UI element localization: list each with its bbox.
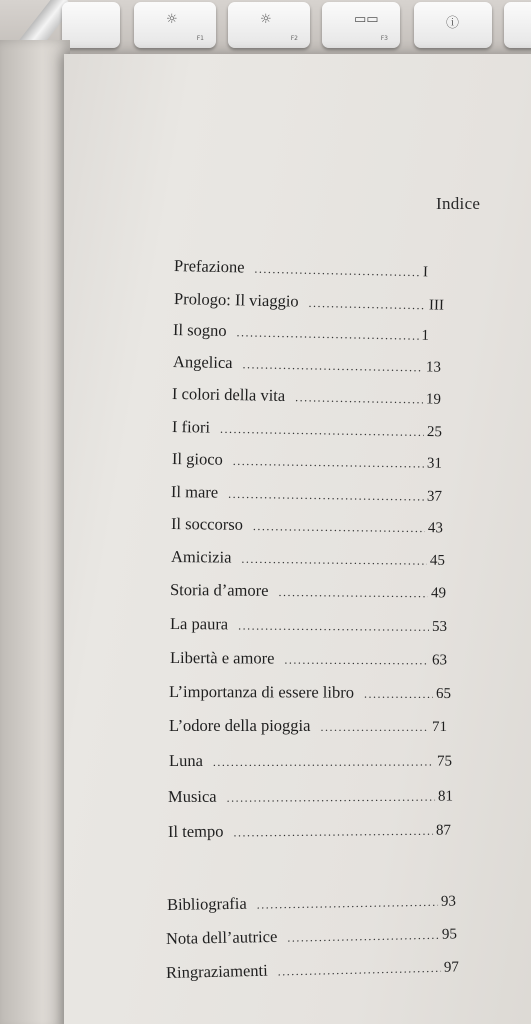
toc-entry — [173, 320, 429, 345]
toc-entry — [167, 890, 456, 915]
toc-entry-title: Amicizia — [170, 547, 232, 567]
key-f2-label: F2 — [290, 35, 298, 42]
toc-entry-page-number: 13 — [425, 359, 442, 376]
toc-entry-title: Il sogno — [172, 320, 227, 341]
toc-entry-title: I fiori — [171, 417, 211, 437]
toc-leader-dots — [233, 824, 433, 841]
toc-entry-title: La paura — [169, 614, 229, 634]
toc-entry-title: L’odore della pioggia — [169, 716, 311, 735]
toc-entry-title: Bibliografia — [166, 893, 247, 914]
toc-entry — [171, 514, 443, 537]
toc-entry-page-number: 71 — [432, 719, 447, 735]
toc-entry-title: Il soccorso — [170, 514, 244, 534]
toc-entry-page-number: I — [422, 264, 429, 281]
mission-control-icon: ▭▭ — [354, 12, 379, 27]
toc-entry — [172, 449, 442, 473]
toc-entry — [171, 482, 442, 506]
toc-entry — [174, 289, 444, 315]
toc-entry — [166, 923, 457, 949]
toc-entry-title: Angelica — [172, 352, 233, 373]
toc-entry-page-number: 95 — [441, 926, 458, 943]
toc-entry — [169, 716, 447, 736]
toc-leader-dots — [241, 552, 427, 569]
toc-leader-dots — [254, 262, 420, 280]
toc-leader-dots — [278, 961, 442, 980]
toc-entry-page-number: 63 — [431, 652, 448, 669]
toc-leader-dots — [238, 618, 429, 634]
toc-leader-dots — [284, 653, 429, 669]
toc-entry-title: Storia d’amore — [169, 580, 269, 600]
toc-entry-page-number: 19 — [425, 391, 442, 408]
toc-entry-title: Il tempo — [167, 821, 224, 841]
toc-entry-page-number: 87 — [435, 822, 452, 839]
toc-entry-page-number: 75 — [436, 753, 453, 770]
toc-leader-dots — [257, 895, 438, 913]
toc-entry-title: Musica — [167, 786, 217, 806]
toc-entry-page-number: 93 — [440, 893, 457, 910]
toc-entry-page-number: 49 — [430, 585, 447, 602]
toc-entry-page-number: 37 — [426, 488, 443, 505]
page-title: Indice — [436, 194, 481, 213]
toc-entry-page-number: 53 — [431, 618, 448, 635]
toc-leader-dots — [253, 519, 425, 536]
toc-entry-page-number: 25 — [426, 424, 443, 441]
toc-entry — [169, 682, 451, 703]
toc-entry — [174, 256, 428, 281]
toc-entry — [170, 648, 447, 669]
toc-leader-dots — [213, 755, 434, 770]
toc-entry-page-number: 97 — [443, 959, 460, 976]
toc-leader-dots — [228, 487, 424, 505]
toc-entry-page-number: 43 — [427, 520, 444, 537]
info-icon: ⓘ — [446, 16, 460, 31]
toc-entry-title: Nota dell’autrice — [165, 926, 278, 948]
toc-entry — [169, 751, 452, 771]
brightness-down-icon: ☼ — [166, 12, 178, 27]
toc-entry-page-number: 1 — [421, 327, 430, 344]
toc-entry-title: Prologo: Il viaggio — [173, 289, 299, 311]
toc-leader-dots — [295, 390, 423, 407]
toc-entry — [168, 820, 451, 842]
toc-leader-dots — [308, 296, 426, 313]
toc-entry-page-number: 31 — [426, 455, 443, 472]
toc-leader-dots — [364, 687, 433, 702]
toc-entry — [170, 580, 446, 602]
toc-entry — [173, 352, 441, 377]
toc-entry-title: Libertà e amore — [169, 648, 275, 668]
toc-leader-dots — [320, 720, 429, 735]
toc-leader-dots — [287, 928, 439, 946]
toc-leader-dots — [233, 454, 424, 472]
toc-leader-dots — [278, 585, 428, 601]
toc-entry — [171, 547, 445, 570]
toc-entry-title: Il gioco — [171, 449, 224, 469]
toc-entry-title: L’importanza di essere libro — [168, 682, 355, 702]
toc-entry-title: Prefazione — [173, 256, 245, 277]
toc-entry — [166, 956, 459, 983]
toc-entry-title: Ringraziamenti — [165, 960, 268, 982]
key-f3-label: F3 — [380, 35, 388, 42]
toc-entry — [172, 417, 442, 441]
brightness-up-icon: ☼ — [260, 12, 272, 27]
toc-entry — [170, 614, 447, 636]
key-f1-label: F1 — [196, 35, 204, 42]
toc-leader-dots — [227, 790, 435, 806]
toc-entry-page-number: 81 — [437, 788, 454, 805]
toc-entry — [168, 786, 453, 807]
toc-leader-dots — [220, 422, 424, 440]
toc-entry-page-number: III — [428, 297, 445, 314]
toc-entry-page-number: 45 — [429, 552, 446, 569]
toc-entry-title: Il mare — [170, 482, 219, 502]
toc-entry-page-number: 65 — [435, 685, 452, 702]
toc-entry-title: Luna — [168, 750, 203, 770]
toc-entry — [172, 384, 441, 409]
toc-entry-title: I colori della vita — [171, 384, 286, 405]
toc-leader-dots — [242, 357, 423, 375]
toc-leader-dots — [236, 325, 418, 343]
